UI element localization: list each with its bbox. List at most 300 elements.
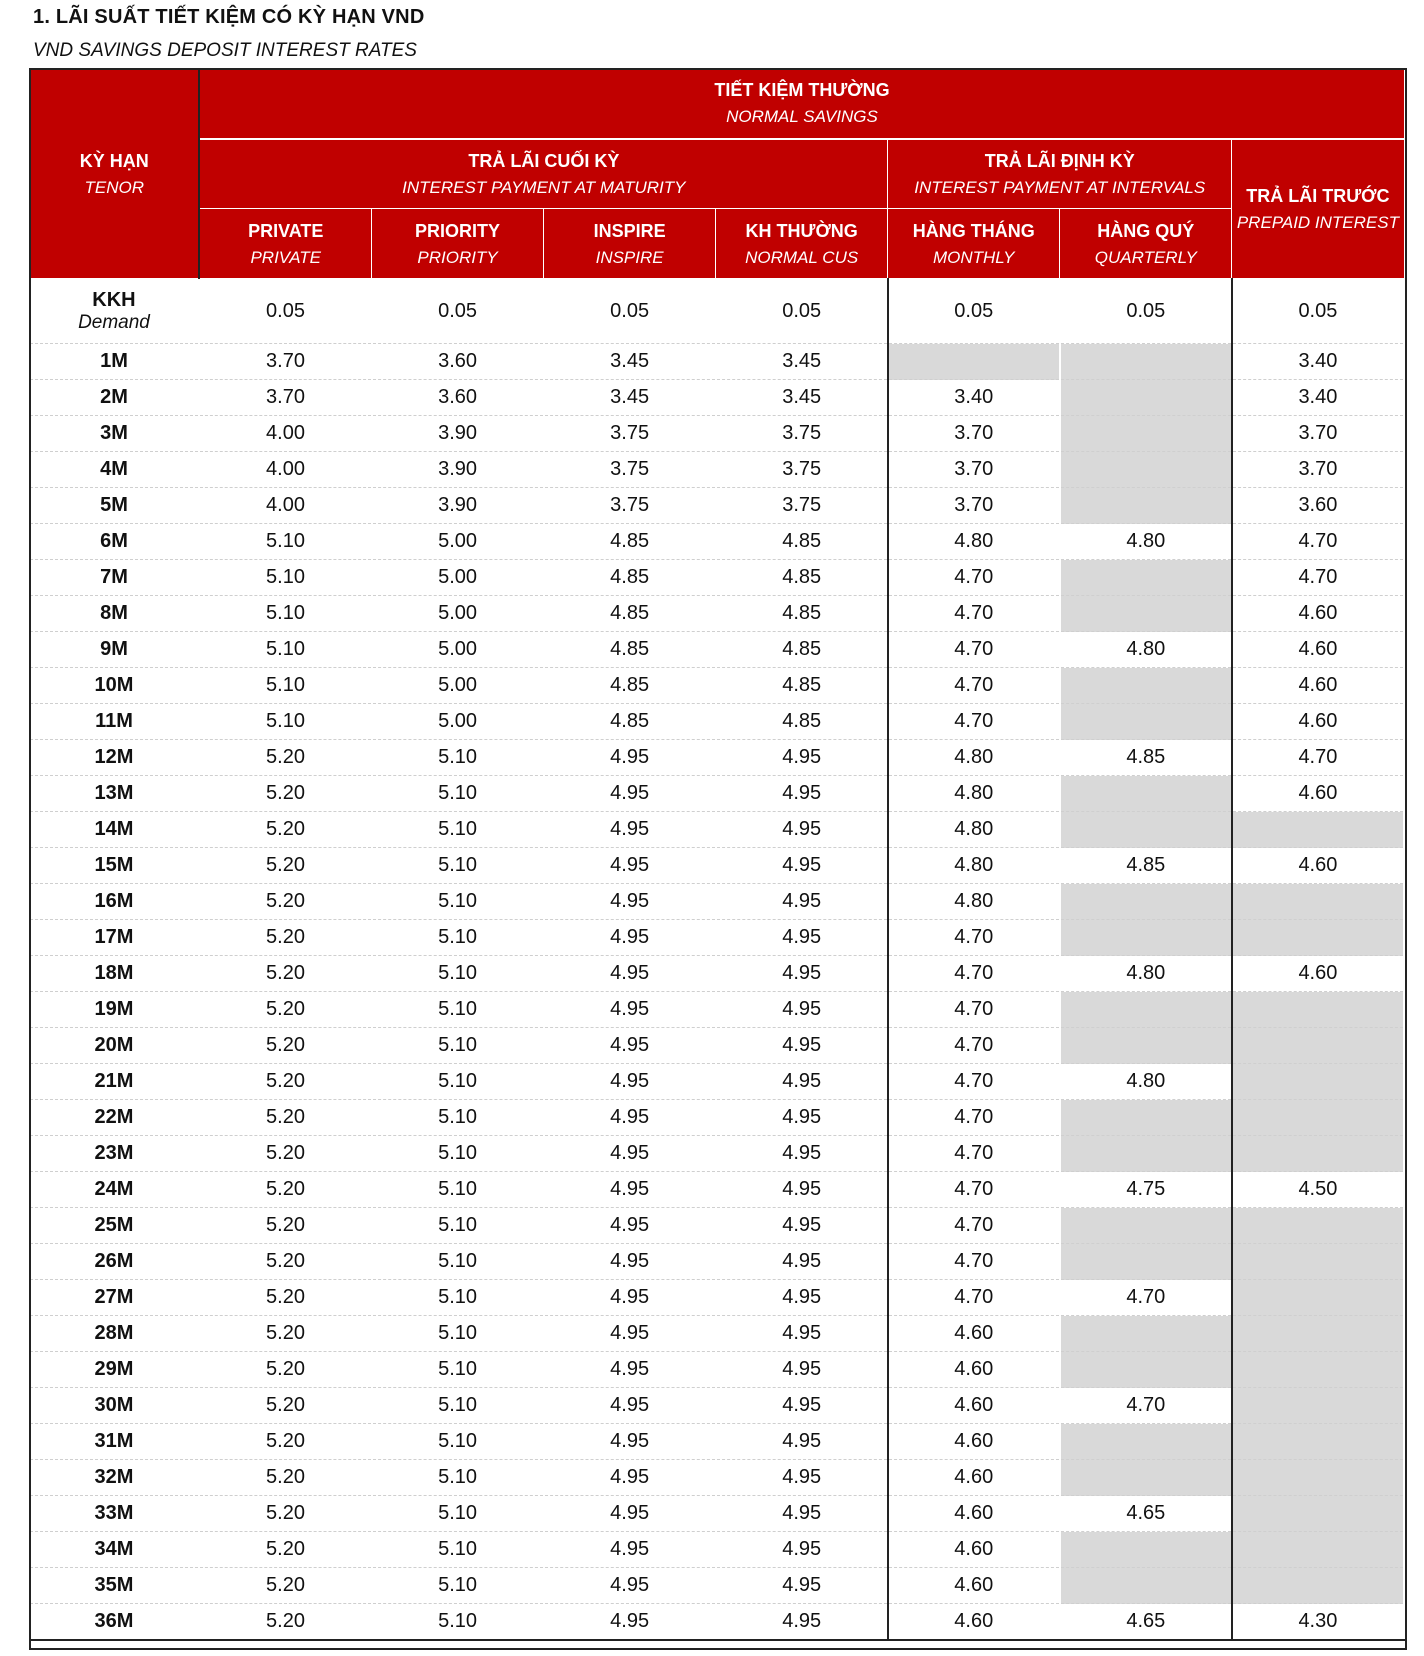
rate-cell: 4.70: [888, 596, 1060, 632]
rate-cell: 0.05: [1060, 279, 1232, 344]
rate-cell: 4.95: [716, 920, 888, 956]
table-row: [30, 1280, 1405, 1316]
rate-cell: [1060, 812, 1232, 848]
rate-cell: [1060, 596, 1232, 632]
rate-cell: [1232, 812, 1404, 848]
rate-cell: 4.95: [716, 1028, 888, 1064]
rate-cell: 4.60: [888, 1496, 1060, 1532]
rate-cell: [1060, 560, 1232, 596]
tenor-cell: 31M: [30, 1424, 200, 1460]
rate-cell: 4.95: [716, 1280, 888, 1316]
rate-cell: 4.75: [1060, 1172, 1232, 1208]
rate-cell: 5.10: [372, 1028, 544, 1064]
rate-cell: 5.20: [199, 1172, 371, 1208]
table-row: [30, 812, 1405, 848]
rate-cell: 4.95: [716, 1568, 888, 1604]
tenor-cell: 21M: [30, 1064, 200, 1100]
column-header-vi: HÀNG THÁNG: [912, 220, 1035, 241]
rate-cell: [1232, 1496, 1404, 1532]
rate-cell: [1232, 1568, 1404, 1604]
rate-cell: 4.70: [888, 1280, 1060, 1316]
table-row: [30, 1100, 1405, 1136]
rate-cell: 4.70: [888, 992, 1060, 1028]
column-header: [199, 209, 371, 279]
table-row: [30, 524, 1405, 560]
table-row: [30, 596, 1405, 632]
rate-cell: [1232, 920, 1404, 956]
rate-cell: 4.95: [716, 992, 888, 1028]
rate-cell: 4.80: [1060, 632, 1232, 668]
rate-cell: 4.70: [888, 1136, 1060, 1172]
tenor-header-vi: KỲ HẠN: [79, 150, 149, 171]
tenor-cell: 5M: [30, 488, 200, 524]
table-row: [30, 668, 1405, 704]
rate-cell: 5.10: [372, 1280, 544, 1316]
rate-cell: 5.20: [199, 992, 371, 1028]
rate-cell: 4.95: [544, 776, 716, 812]
rate-cell: [1232, 992, 1404, 1028]
table-row: [30, 1136, 1405, 1172]
rate-cell: 4.95: [544, 1424, 716, 1460]
column-header: [544, 209, 716, 279]
rate-cell: 4.60: [888, 1388, 1060, 1424]
rate-cell: 3.45: [544, 344, 716, 380]
rate-cell: 4.85: [544, 704, 716, 740]
rate-cell: 4.85: [544, 668, 716, 704]
tenor-cell: 17M: [30, 920, 200, 956]
rate-cell: 4.95: [716, 776, 888, 812]
rate-cell: 4.80: [1060, 956, 1232, 992]
tenor-cell: 16M: [30, 884, 200, 920]
table-row: [30, 740, 1405, 776]
rate-cell: 4.00: [199, 416, 371, 452]
rate-cell: [1060, 704, 1232, 740]
prepaid-header-en: PREPAID INTEREST: [1236, 212, 1399, 232]
column-header-vi: INSPIRE: [593, 220, 666, 241]
rate-cell: 5.10: [372, 1136, 544, 1172]
rate-cell: 3.70: [888, 416, 1060, 452]
rate-cell: 4.70: [1232, 524, 1404, 560]
rate-cell: 5.00: [372, 704, 544, 740]
tenor-cell: 1M: [30, 344, 200, 380]
normal-savings-vi: TIẾT KIỆM THƯỜNG: [714, 80, 890, 101]
tenor-cell: 27M: [30, 1280, 200, 1316]
rate-cell: 0.05: [716, 279, 888, 344]
rate-cell: 4.70: [888, 1028, 1060, 1064]
rate-cell: 4.95: [544, 956, 716, 992]
rate-cell: 5.00: [372, 596, 544, 632]
rate-cell: 3.60: [1232, 488, 1404, 524]
rate-cell: 5.10: [372, 1388, 544, 1424]
tenor-cell: 24M: [30, 1172, 200, 1208]
rate-cell: 5.00: [372, 560, 544, 596]
rate-cell: 5.10: [372, 1496, 544, 1532]
rate-cell: 0.05: [199, 279, 371, 344]
rate-cell: [1060, 1352, 1232, 1388]
rate-cell: 5.10: [372, 776, 544, 812]
rate-cell: 4.95: [716, 1604, 888, 1641]
rate-cell: 4.85: [544, 596, 716, 632]
rate-cell: 5.20: [199, 1064, 371, 1100]
rate-cell: 5.10: [372, 1568, 544, 1604]
rate-cell: 5.20: [199, 1316, 371, 1352]
rate-cell: 5.20: [199, 812, 371, 848]
rate-cell: 4.95: [716, 1316, 888, 1352]
rate-cell: 4.95: [544, 1316, 716, 1352]
rate-cell: 5.10: [372, 1460, 544, 1496]
table-row: [30, 884, 1405, 920]
column-header: [372, 209, 544, 279]
rate-cell: [1232, 1280, 1404, 1316]
tenor-cell: 7M: [30, 560, 200, 596]
rate-cell: 4.95: [716, 1064, 888, 1100]
rate-cell: 0.05: [372, 279, 544, 344]
column-header-en: MONTHLY: [932, 247, 1015, 267]
tenor-cell: 26M: [30, 1244, 200, 1280]
rate-cell: 5.20: [199, 1244, 371, 1280]
rate-cell: 3.40: [1232, 344, 1404, 380]
rate-cell: [1232, 1460, 1404, 1496]
rate-cell: 4.80: [888, 848, 1060, 884]
rate-cell: [1060, 452, 1232, 488]
rate-cell: 4.95: [544, 1568, 716, 1604]
rate-cell: [1060, 1136, 1232, 1172]
rate-cell: 5.20: [199, 1352, 371, 1388]
table-body: [30, 279, 1405, 1641]
column-header-en: PRIVATE: [250, 247, 321, 267]
rate-cell: 4.95: [716, 1352, 888, 1388]
rate-cell: 4.95: [544, 1532, 716, 1568]
tenor-cell: 25M: [30, 1208, 200, 1244]
tenor-cell: 6M: [30, 524, 200, 560]
rate-cell: 4.95: [716, 1100, 888, 1136]
rate-cell: 5.10: [372, 1064, 544, 1100]
rate-cell: 4.85: [716, 704, 888, 740]
table-row: [30, 1424, 1405, 1460]
rate-cell: 4.85: [716, 524, 888, 560]
rate-cell: 4.95: [544, 1208, 716, 1244]
rate-cell: 3.45: [716, 344, 888, 380]
rate-cell: 4.30: [1232, 1604, 1404, 1641]
column-header: [1060, 209, 1232, 279]
rate-cell: 5.10: [199, 668, 371, 704]
rate-cell: 5.20: [199, 776, 371, 812]
rate-cell: 4.85: [1060, 848, 1232, 884]
rate-cell: 4.95: [544, 992, 716, 1028]
rate-cell: [1232, 1316, 1404, 1352]
tenor-cell: 18M: [30, 956, 200, 992]
tenor-cell: 19M: [30, 992, 200, 1028]
rate-cell: 4.95: [544, 1244, 716, 1280]
tenor-cell: 3M: [30, 416, 200, 452]
rate-cell: 5.20: [199, 740, 371, 776]
tenor-cell: 22M: [30, 1100, 200, 1136]
column-header-vi: PRIORITY: [415, 220, 501, 241]
table-row: [30, 1172, 1405, 1208]
rate-cell: [1232, 1244, 1404, 1280]
rate-cell: [1060, 1028, 1232, 1064]
rate-cell: [1232, 1388, 1404, 1424]
rate-cell: 4.85: [544, 632, 716, 668]
tenor-cell: 9M: [30, 632, 200, 668]
column-header-vi: PRIVATE: [248, 220, 324, 241]
rate-cell: 4.70: [888, 1100, 1060, 1136]
rate-cell: [1232, 1532, 1404, 1568]
rate-cell: 5.20: [199, 1604, 371, 1641]
rate-cell: [1232, 1064, 1404, 1100]
rate-cell: 4.95: [716, 1172, 888, 1208]
rate-cell: 3.70: [199, 344, 371, 380]
column-header-en: PRIORITY: [417, 247, 498, 267]
rate-cell: [1232, 884, 1404, 920]
tenor-cell: 11M: [30, 704, 200, 740]
rate-cell: [1060, 884, 1232, 920]
rate-cell: [1060, 1100, 1232, 1136]
rate-cell: 4.85: [716, 596, 888, 632]
table-row: [30, 1388, 1405, 1424]
rate-cell: 4.95: [716, 1496, 888, 1532]
rate-cell: 4.85: [544, 560, 716, 596]
rate-cell: 4.95: [716, 1208, 888, 1244]
rate-cell: 4.70: [888, 1208, 1060, 1244]
rate-cell: 5.00: [372, 524, 544, 560]
table-row: [30, 1028, 1405, 1064]
tenor-cell: 12M: [30, 740, 200, 776]
table-row: [30, 1244, 1405, 1280]
rate-cell: [1060, 776, 1232, 812]
rate-cell: 5.10: [372, 1208, 544, 1244]
rate-cell: 4.95: [544, 812, 716, 848]
rate-cell: 5.10: [372, 1352, 544, 1388]
rate-cell: 5.20: [199, 1532, 371, 1568]
rate-cell: 4.80: [888, 884, 1060, 920]
rate-cell: 4.60: [1232, 956, 1404, 992]
rate-cell: 3.90: [372, 488, 544, 524]
rate-cell: 3.75: [716, 488, 888, 524]
rate-cell: 4.95: [544, 1028, 716, 1064]
rate-cell: 4.70: [888, 1064, 1060, 1100]
tenor-header-en: TENOR: [84, 177, 144, 197]
tenor-cell: 29M: [30, 1352, 200, 1388]
table-row: [30, 1496, 1405, 1532]
rate-cell: 4.95: [716, 1244, 888, 1280]
rate-cell: 5.20: [199, 1028, 371, 1064]
rate-cell: 4.80: [888, 524, 1060, 560]
rate-cell: 4.95: [544, 1280, 716, 1316]
rate-cell: [1060, 1532, 1232, 1568]
tenor-cell: 30M: [30, 1388, 200, 1424]
table-row: [30, 848, 1405, 884]
tenor-cell: [30, 279, 200, 344]
rate-cell: 4.70: [888, 1244, 1060, 1280]
rate-cell: 3.40: [1232, 380, 1404, 416]
rate-cell: [1232, 1208, 1404, 1244]
rate-cell: 3.45: [544, 380, 716, 416]
rate-cell: 5.20: [199, 1460, 371, 1496]
tenor-cell: 23M: [30, 1136, 200, 1172]
rate-cell: 5.20: [199, 1568, 371, 1604]
table-row: [30, 1316, 1405, 1352]
rate-cell: 4.60: [888, 1316, 1060, 1352]
rate-cell: 3.45: [716, 380, 888, 416]
rate-cell: 5.10: [372, 848, 544, 884]
tenor-cell: 4M: [30, 452, 200, 488]
rate-cell: 5.20: [199, 1496, 371, 1532]
column-header: [716, 209, 888, 279]
rate-cell: 4.95: [544, 1496, 716, 1532]
tenor-cell: 33M: [30, 1496, 200, 1532]
table-row: [30, 1604, 1405, 1641]
rate-cell: 5.20: [199, 920, 371, 956]
rate-cell: 3.75: [544, 416, 716, 452]
rate-cell: 5.10: [372, 1100, 544, 1136]
rate-cell: 4.95: [544, 1388, 716, 1424]
rate-cell: 4.85: [716, 668, 888, 704]
tenor-cell: 20M: [30, 1028, 200, 1064]
maturity-header-en: INTEREST PAYMENT AT MATURITY: [402, 177, 686, 197]
rate-cell: 4.95: [544, 1136, 716, 1172]
rate-cell: [1060, 1460, 1232, 1496]
table-row: [30, 488, 1405, 524]
rate-cell: 4.95: [544, 1352, 716, 1388]
rate-cell: 4.95: [544, 1460, 716, 1496]
table-row: [30, 279, 1405, 344]
rate-cell: 4.70: [888, 920, 1060, 956]
table-row: [30, 704, 1405, 740]
rate-cell: 4.85: [1060, 740, 1232, 776]
tenor-label-en: Demand: [78, 311, 150, 333]
rate-cell: [1060, 488, 1232, 524]
rate-cell: [888, 344, 1060, 380]
rate-cell: 5.10: [199, 596, 371, 632]
tenor-label: KKH: [92, 288, 136, 311]
rate-cell: 4.70: [1232, 560, 1404, 596]
rate-cell: 4.95: [544, 1604, 716, 1641]
rate-cell: 4.60: [888, 1604, 1060, 1641]
table-header: [30, 69, 1405, 279]
table-row: [30, 560, 1405, 596]
rate-cell: 5.10: [199, 632, 371, 668]
prepaid-header: [1232, 139, 1404, 279]
table-row: [30, 992, 1405, 1028]
rate-cell: [1060, 992, 1232, 1028]
rate-cell: 5.20: [199, 848, 371, 884]
rate-cell: 4.95: [544, 1172, 716, 1208]
table-row: [30, 1460, 1405, 1496]
rate-cell: 5.10: [372, 1316, 544, 1352]
rate-cell: 5.20: [199, 1208, 371, 1244]
rate-cell: 4.95: [716, 884, 888, 920]
rate-cell: 5.10: [199, 704, 371, 740]
tenor-cell: 14M: [30, 812, 200, 848]
rate-cell: [1060, 1244, 1232, 1280]
table-row: [30, 1352, 1405, 1388]
rate-cell: 5.00: [372, 632, 544, 668]
rate-cell: 5.20: [199, 884, 371, 920]
rate-cell: [1232, 1424, 1404, 1460]
rate-cell: 5.10: [372, 1172, 544, 1208]
rate-cell: [1060, 416, 1232, 452]
rate-cell: 4.65: [1060, 1604, 1232, 1641]
rate-cell: 4.70: [888, 956, 1060, 992]
rate-cell: 4.60: [888, 1352, 1060, 1388]
rate-cell: 4.95: [544, 740, 716, 776]
tenor-cell: 15M: [30, 848, 200, 884]
rate-cell: 3.75: [544, 452, 716, 488]
rate-cell: 4.80: [888, 812, 1060, 848]
rate-cell: [1232, 1028, 1404, 1064]
rate-cell: 4.00: [199, 488, 371, 524]
rate-cell: [1232, 1352, 1404, 1388]
rate-cell: 4.95: [716, 1388, 888, 1424]
rate-cell: 4.95: [716, 740, 888, 776]
rate-cell: 4.80: [888, 740, 1060, 776]
rate-cell: 4.60: [1232, 776, 1404, 812]
rate-cell: 3.70: [199, 380, 371, 416]
rate-cell: [1060, 668, 1232, 704]
tenor-cell: 36M: [30, 1604, 200, 1641]
rate-cell: 4.70: [888, 704, 1060, 740]
rate-cell: 4.95: [716, 1136, 888, 1172]
rate-cell: [1060, 380, 1232, 416]
rate-cell: 5.20: [199, 956, 371, 992]
rate-cell: 5.10: [372, 812, 544, 848]
tenor-cell: 10M: [30, 668, 200, 704]
rate-cell: 4.80: [1060, 1064, 1232, 1100]
rate-cell: 4.85: [716, 632, 888, 668]
table-row: [30, 344, 1405, 380]
rate-cell: 5.20: [199, 1136, 371, 1172]
rate-cell: 3.60: [372, 344, 544, 380]
rate-cell: 5.10: [372, 956, 544, 992]
rate-cell: 4.60: [888, 1460, 1060, 1496]
tenor-cell: 32M: [30, 1460, 200, 1496]
table-row: [30, 920, 1405, 956]
rate-cell: 3.70: [1232, 416, 1404, 452]
rate-cell: 5.20: [199, 1388, 371, 1424]
intervals-header-vi: TRẢ LÃI ĐỊNH KỲ: [984, 150, 1135, 171]
rate-cell: 4.95: [544, 1100, 716, 1136]
normal-savings-header: [199, 69, 1404, 139]
rate-cell: 4.70: [1232, 740, 1404, 776]
rate-cell: 4.60: [888, 1568, 1060, 1604]
rate-cell: 4.70: [888, 632, 1060, 668]
table-row: [30, 1064, 1405, 1100]
rate-cell: 4.95: [716, 848, 888, 884]
rate-cell: 5.10: [372, 992, 544, 1028]
column-header-en: NORMAL CUS: [745, 247, 859, 267]
tenor-cell: 2M: [30, 380, 200, 416]
rate-cell: 5.10: [372, 1532, 544, 1568]
rate-cell: 4.00: [199, 452, 371, 488]
rate-cell: 0.05: [888, 279, 1060, 344]
rate-cell: [1232, 1100, 1404, 1136]
rate-cell: 3.75: [544, 488, 716, 524]
rate-cell: 4.95: [716, 1460, 888, 1496]
rate-cell: 5.10: [372, 740, 544, 776]
rate-cell: 4.80: [1060, 524, 1232, 560]
table-row: [30, 1568, 1405, 1604]
table-row: [30, 776, 1405, 812]
rate-cell: 4.70: [1060, 1388, 1232, 1424]
column-header-en: QUARTERLY: [1094, 247, 1197, 267]
rate-cell: 4.60: [1232, 668, 1404, 704]
rate-cell: 3.70: [888, 452, 1060, 488]
tenor-cell: 35M: [30, 1568, 200, 1604]
rate-cell: 4.95: [544, 884, 716, 920]
rate-cell: 5.10: [372, 884, 544, 920]
rate-cell: 5.10: [372, 1604, 544, 1641]
